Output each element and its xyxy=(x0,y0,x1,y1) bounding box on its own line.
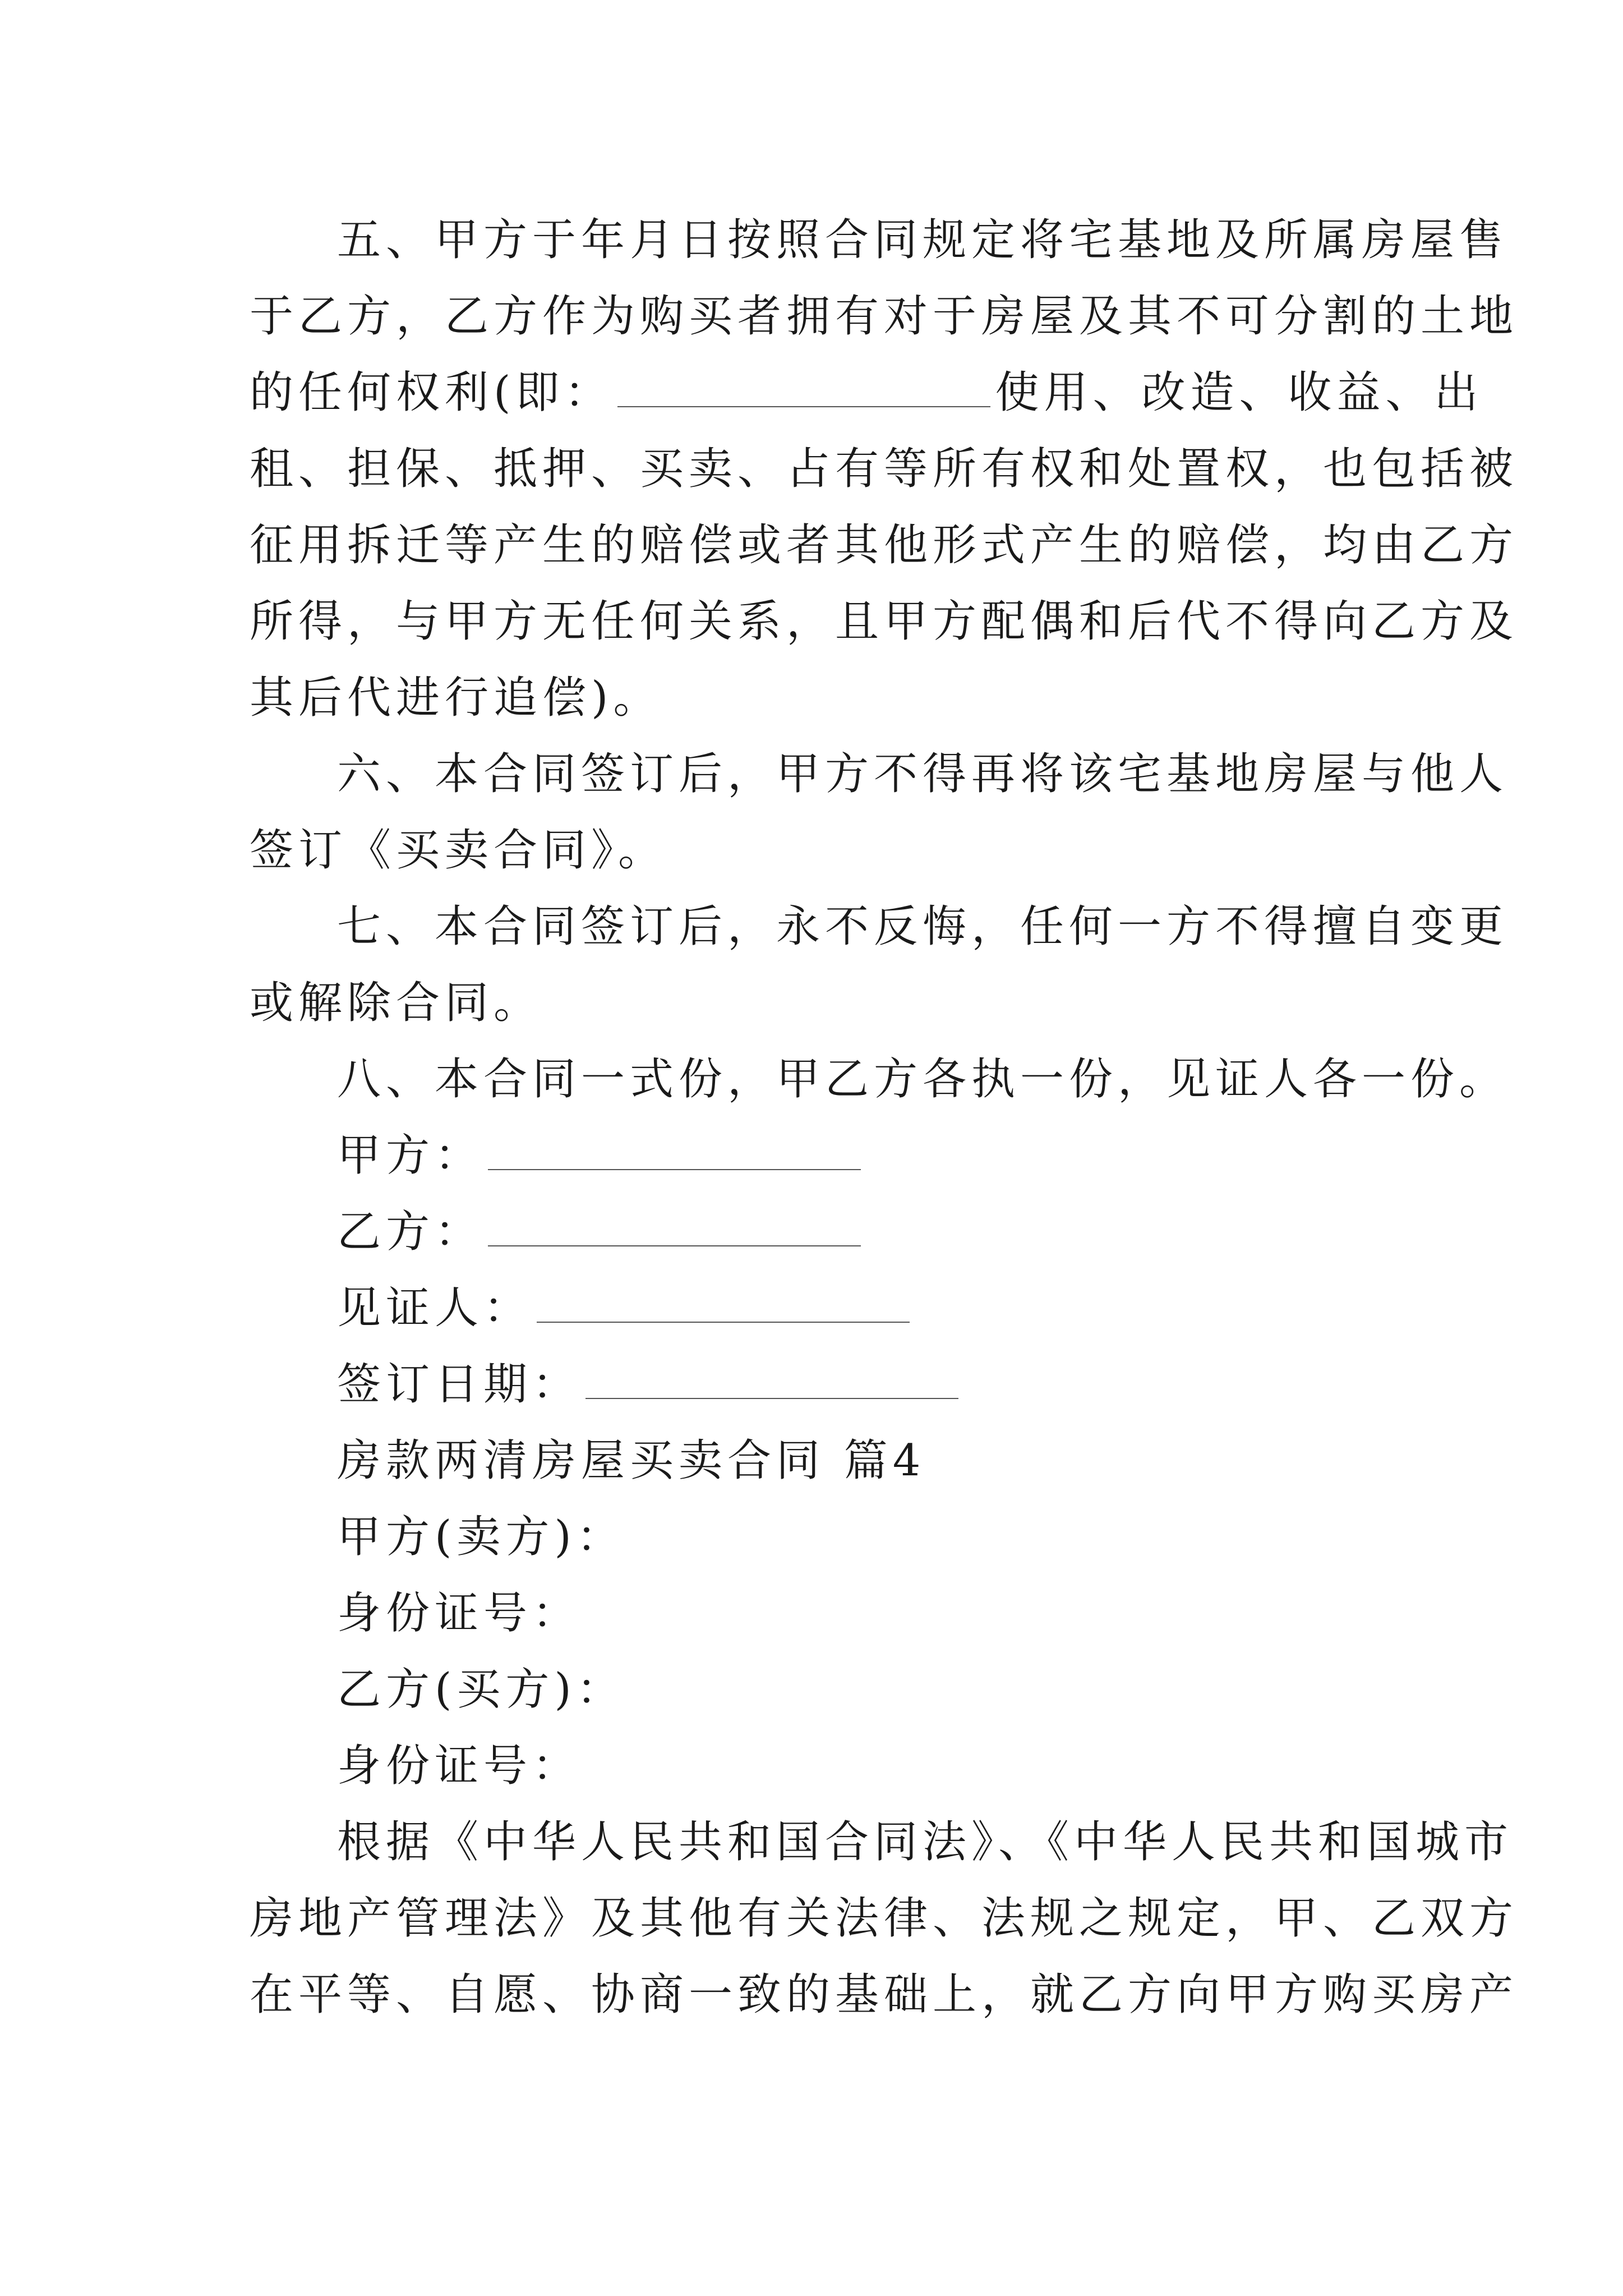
text: 五、甲方于年月日按照合同规定将宅基地及所属房屋售 xyxy=(337,215,1509,265)
text: 房地产管理法》及其他有关法律、法规之规定，甲、乙双方 xyxy=(250,1893,1519,1944)
text: 或解除合同。 xyxy=(250,978,543,1028)
text: 使用、改造、收益、出 xyxy=(995,367,1483,418)
text: 六、本合同签订后，甲方不得再将该宅基地房屋与他人 xyxy=(337,749,1509,799)
paragraph-line xyxy=(250,1957,1519,2033)
text: 在平等、自愿、协商一致的基础上，就乙方向甲方购买房产 xyxy=(250,1970,1519,2020)
signature-line-witness xyxy=(250,1270,1388,1346)
paragraph-line xyxy=(250,355,1483,431)
fill-in-blank xyxy=(585,1356,958,1399)
text: 根据《中华人民共和国合同法》、《中华人民共和国城市 xyxy=(337,1817,1514,1867)
fill-in-blank xyxy=(488,1128,861,1170)
paragraph-line xyxy=(250,812,1388,889)
paragraph-line xyxy=(250,1804,1514,1880)
text: 七、本合同签订后，永不反悔，任何一方不得擅自变更 xyxy=(337,901,1509,952)
text: 所得，与甲方无任何关系，且甲方配偶和后代不得向乙方及 xyxy=(250,596,1519,647)
label: 签订日期： xyxy=(337,1359,582,1410)
paragraph-line xyxy=(250,1041,1509,1117)
text: 八、本合同一式份，甲乙方各执一份，见证人各一份。 xyxy=(337,1054,1509,1105)
label: 乙方： xyxy=(337,1207,484,1257)
fill-in-blank xyxy=(488,1204,861,1246)
document-body xyxy=(250,202,1519,2033)
text: 租、担保、抵押、买卖、占有等所有权和处置权，也包括被 xyxy=(250,444,1519,494)
party-buyer-id-line xyxy=(250,1728,1388,1804)
paragraph-line xyxy=(250,889,1509,965)
text: 的任何权利(即： xyxy=(250,367,614,418)
paragraph-line xyxy=(250,660,1388,736)
label: 乙方(买方)： xyxy=(337,1664,625,1715)
section-title xyxy=(250,1423,1388,1499)
label: 甲方(卖方)： xyxy=(337,1512,625,1562)
signature-line-party-a xyxy=(250,1117,1388,1194)
text: 于乙方，乙方作为购买者拥有对于房屋及其不可分割的土地 xyxy=(250,291,1519,342)
party-seller-line xyxy=(250,1499,1388,1575)
party-buyer-line xyxy=(250,1651,1388,1728)
text: 其后代进行追偿)。 xyxy=(250,673,662,723)
party-seller-id-line xyxy=(250,1575,1388,1651)
label: 甲方： xyxy=(337,1130,484,1181)
paragraph-line xyxy=(250,202,1509,278)
signature-line-date xyxy=(250,1346,1388,1423)
paragraph-line xyxy=(250,736,1509,812)
label: 身份证号： xyxy=(337,1588,582,1639)
fill-in-blank xyxy=(617,365,990,407)
label: 见证人： xyxy=(337,1283,533,1333)
label: 身份证号： xyxy=(337,1741,582,1791)
paragraph-line xyxy=(250,507,1519,583)
paragraph-line xyxy=(250,1880,1519,1957)
text: 房款两清房屋买卖合同 篇4 xyxy=(337,1435,926,1486)
fill-in-blank xyxy=(537,1280,910,1323)
paragraph-line xyxy=(250,583,1519,660)
signature-line-party-b xyxy=(250,1194,1388,1270)
paragraph-line xyxy=(250,278,1519,355)
paragraph-line xyxy=(250,965,1388,1041)
paragraph-line xyxy=(250,431,1519,507)
text: 签订《买卖合同》。 xyxy=(250,825,667,876)
text: 征用拆迁等产生的赔偿或者其他形式产生的赔偿，均由乙方 xyxy=(250,520,1519,570)
